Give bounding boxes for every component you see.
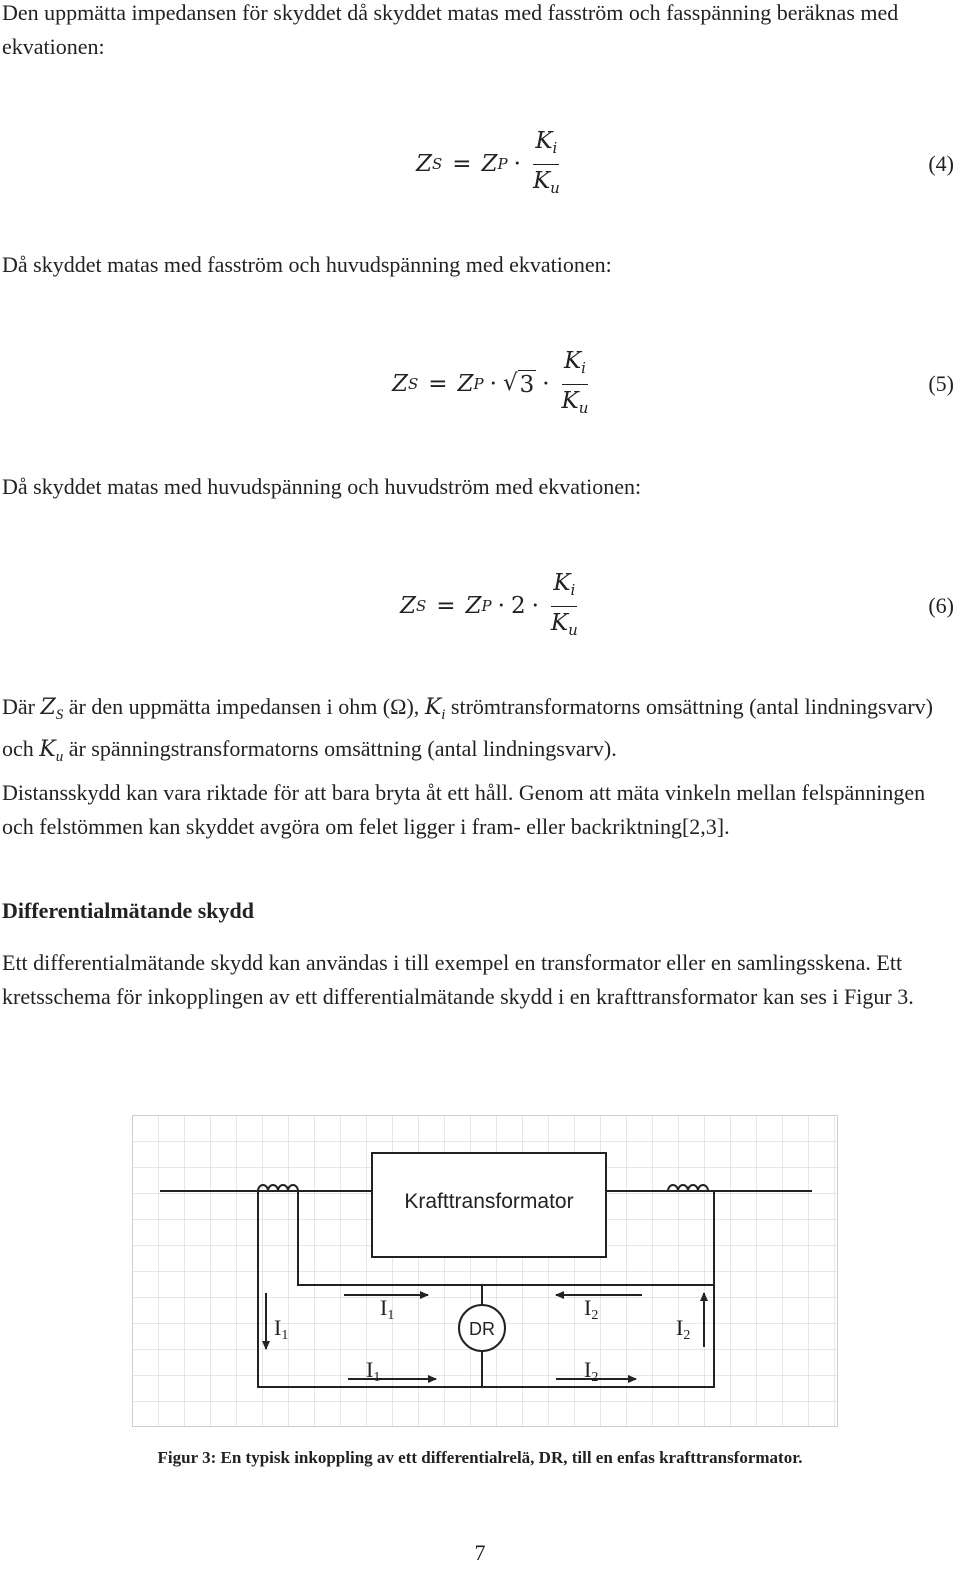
figure-caption: Figur 3: En typisk inkoppling av ett differentialrelä, DR, till en enfas krafttransformator.	[157, 1448, 803, 1467]
label-i1-top: I1	[380, 1295, 395, 1323]
transformer-label: Krafttransformator	[404, 1190, 574, 1213]
paragraph-phase-current-line-voltage: Då skyddet matas med fasström och huvudspänning med ekvationen:	[2, 252, 612, 277]
label-i1-left: I1	[274, 1315, 289, 1343]
differential-protection-paragraph: Ett differentialmätande skydd kan användas i till exempel en transformator eller en samlingsskena. Ett kretsschema för inkopplingen av ett differentialmätande skydd i en krafttransformator kan ses i Figur 3.	[2, 950, 914, 1009]
equation-5: Z S = Z P · √ 3 · $\frac{K_i}{K_u}$ (5)	[0, 344, 960, 424]
equation-number: (6)	[928, 593, 954, 618]
label-i2-right: I2	[676, 1315, 691, 1343]
page-number: 7	[474, 1540, 486, 1565]
equation-number: (5)	[928, 371, 954, 396]
paragraph-line-voltage-line-current: Då skyddet matas med huvudspänning och huvudström med ekvationen:	[2, 474, 642, 499]
equation-number: (4)	[928, 151, 954, 176]
fraction-ki-ku: $\frac{K_i}{K_u}$	[550, 569, 578, 639]
label-i2-bottom: I2	[584, 1357, 599, 1385]
figure-3-circuit-diagram	[132, 1115, 838, 1427]
relay-label: DR	[469, 1319, 495, 1339]
fraction-ki-ku: $\frac{K_i}{K_u}$	[561, 347, 589, 417]
distance-protection-paragraph: Distansskydd kan vara riktade för att bara bryta åt ett håll. Genom att mäta vinkeln mellan felspänningen och felstömmen kan skyddet avgöra om felet ligger i fram- eller backriktning[2,3].	[2, 780, 926, 839]
equation-6: Z S = Z P · 2 · $\frac{K_i}{K_u}$ (6)	[0, 566, 960, 646]
square-root: √ 3	[502, 369, 535, 398]
equation-4: Z S = Z P · $\frac{K_i}{K_u}$ (4)	[0, 124, 960, 204]
section-heading: Differentialmätande skydd	[2, 898, 254, 923]
label-i2-top: I2	[584, 1295, 599, 1323]
fraction-ki-ku: $\frac{K_i}{K_u}$	[532, 127, 560, 197]
intro-paragraph: Den uppmätta impedansen för skyddet då skyddet matas med fasström och fasspänning beräknas med ekvationen:	[2, 0, 899, 59]
variable-definitions-paragraph: Där $Z_S$ är den uppmätta impedansen i ohm (Ω), $K_i$ strömtransformatorns omsättning (antal lindningsvarv) och $K_u$ är spänningstransformatorns omsättning (antal lindningsvarv).	[2, 694, 933, 765]
label-i1-bottom: I1	[366, 1357, 381, 1385]
